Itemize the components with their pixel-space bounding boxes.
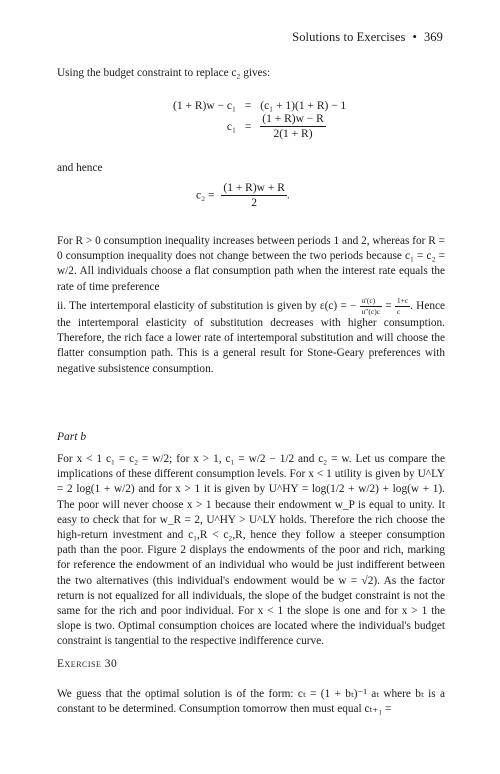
eq3-fraction xyxy=(221,182,287,209)
eq3-numerator: (1 + R)w + R xyxy=(223,182,285,194)
eq1-rhs: (c₁ + 1)(1 + R) − 1 xyxy=(260,100,347,112)
exercise-title: Exercise 30 xyxy=(57,658,118,670)
eq2-fraction xyxy=(260,113,326,140)
paragraph-3: For x < 1 c₁ = c₂ = w/2; for x > 1, c₁ = w/2 − 1/2 and c₂ = w. Let us compare the implications of these different consumption levels. For x < 1 utility is given by U^LY = 2 log(1 + w/2) and for x > 1 it is given by U^HY = log(1/2 + w/2) + log(w + 1). The poor will never choose x > 1 because their endowment w_P is equal to unity. It easy to check that for w_R = 2, U^HY > U^LY holds. Therefore the rich choose the high-return investment and c₁,R < c₂,R, hence they follow a steeper consumption path than the poor. Figure 2 displays the endowments of the poor and rich, marking for reference the endowment of an individual who would be just indifferent between the two alternatives (this individual's endowment would be w = √2). As the factor return is not equalized for all individuals, the slope of the budget constraint is not the same for the rich and poor individual. For x < 1 the slope is one and for x > 1 the slope is two. Optimal consumption choices are located where the individual's budget constraint is tangential to the respective indifference curve. xyxy=(57,453,445,648)
para2-start: ii. The intertemporal elasticity of substitution is given by ε(c) = − xyxy=(57,300,357,313)
para2-frac1-den: u″(c)c xyxy=(361,307,381,316)
paragraph-4: We guess that the optimal solution is of the form: cₜ = (1 + bₜ)⁻¹ aₜ where bₜ is a constant to be determined. Consumption tomorrow then must equal cₜ₊₁ = xyxy=(57,688,445,716)
eq1-lhs: (1 + R)w − c₁ xyxy=(173,100,236,112)
header-separator: • xyxy=(412,30,417,44)
para2-rest: . Hence the intertemporal elasticity of substitution decreases with higher consumption. Therefore, the rich face a lower rate of intertemporal substitution and will choose the flatter consumption path. This is a general result for Stone-Geary preferences with negative subsistence consumption. xyxy=(57,300,446,375)
eq3-period: . xyxy=(286,189,290,202)
paragraph-1: For R > 0 consumption inequality increases between periods 1 and 2, whereas for R = 0 consumption inequality does not change between the two periods because c₁ = c₂ = w/2. All individuals choose a flat consumption path when the interest rate equals the rate of time preference xyxy=(57,235,445,293)
eq2-numerator: (1 + R)w − R xyxy=(262,113,324,125)
running-header xyxy=(292,30,443,45)
intro-text: Using the budget constraint to replace c₂ gives: xyxy=(57,67,271,79)
para2-frac2-num: 1+c xyxy=(396,296,409,305)
running-title: Solutions to Exercises xyxy=(292,30,406,44)
eq2-denominator: 2(1 + R) xyxy=(273,128,313,140)
equation-2: c₁ = $\frac{(1 + R)w - R}{2(1 + R)}$ xyxy=(154,113,326,140)
para2-frac2-den: c xyxy=(396,307,401,316)
eq3-lhs: c₂ = xyxy=(196,189,215,202)
equation-1: (1 + R)w − c₁ = (c₁ + 1)(1 + R) − 1 xyxy=(154,100,346,112)
eq2-lhs: c₁ xyxy=(226,120,236,133)
equation-3 xyxy=(196,182,290,209)
part-b-heading: Part b xyxy=(57,431,87,443)
para2-fraction-2 xyxy=(395,297,410,316)
eq3-denominator: 2 xyxy=(251,197,257,209)
para2-fraction-1 xyxy=(360,297,383,316)
page-number: 369 xyxy=(423,30,443,44)
para2-equals: = xyxy=(385,300,392,313)
and-hence-text: and hence xyxy=(57,162,103,174)
para2-frac1-num: u′(c) xyxy=(361,296,376,305)
paragraph-2 xyxy=(57,297,445,377)
